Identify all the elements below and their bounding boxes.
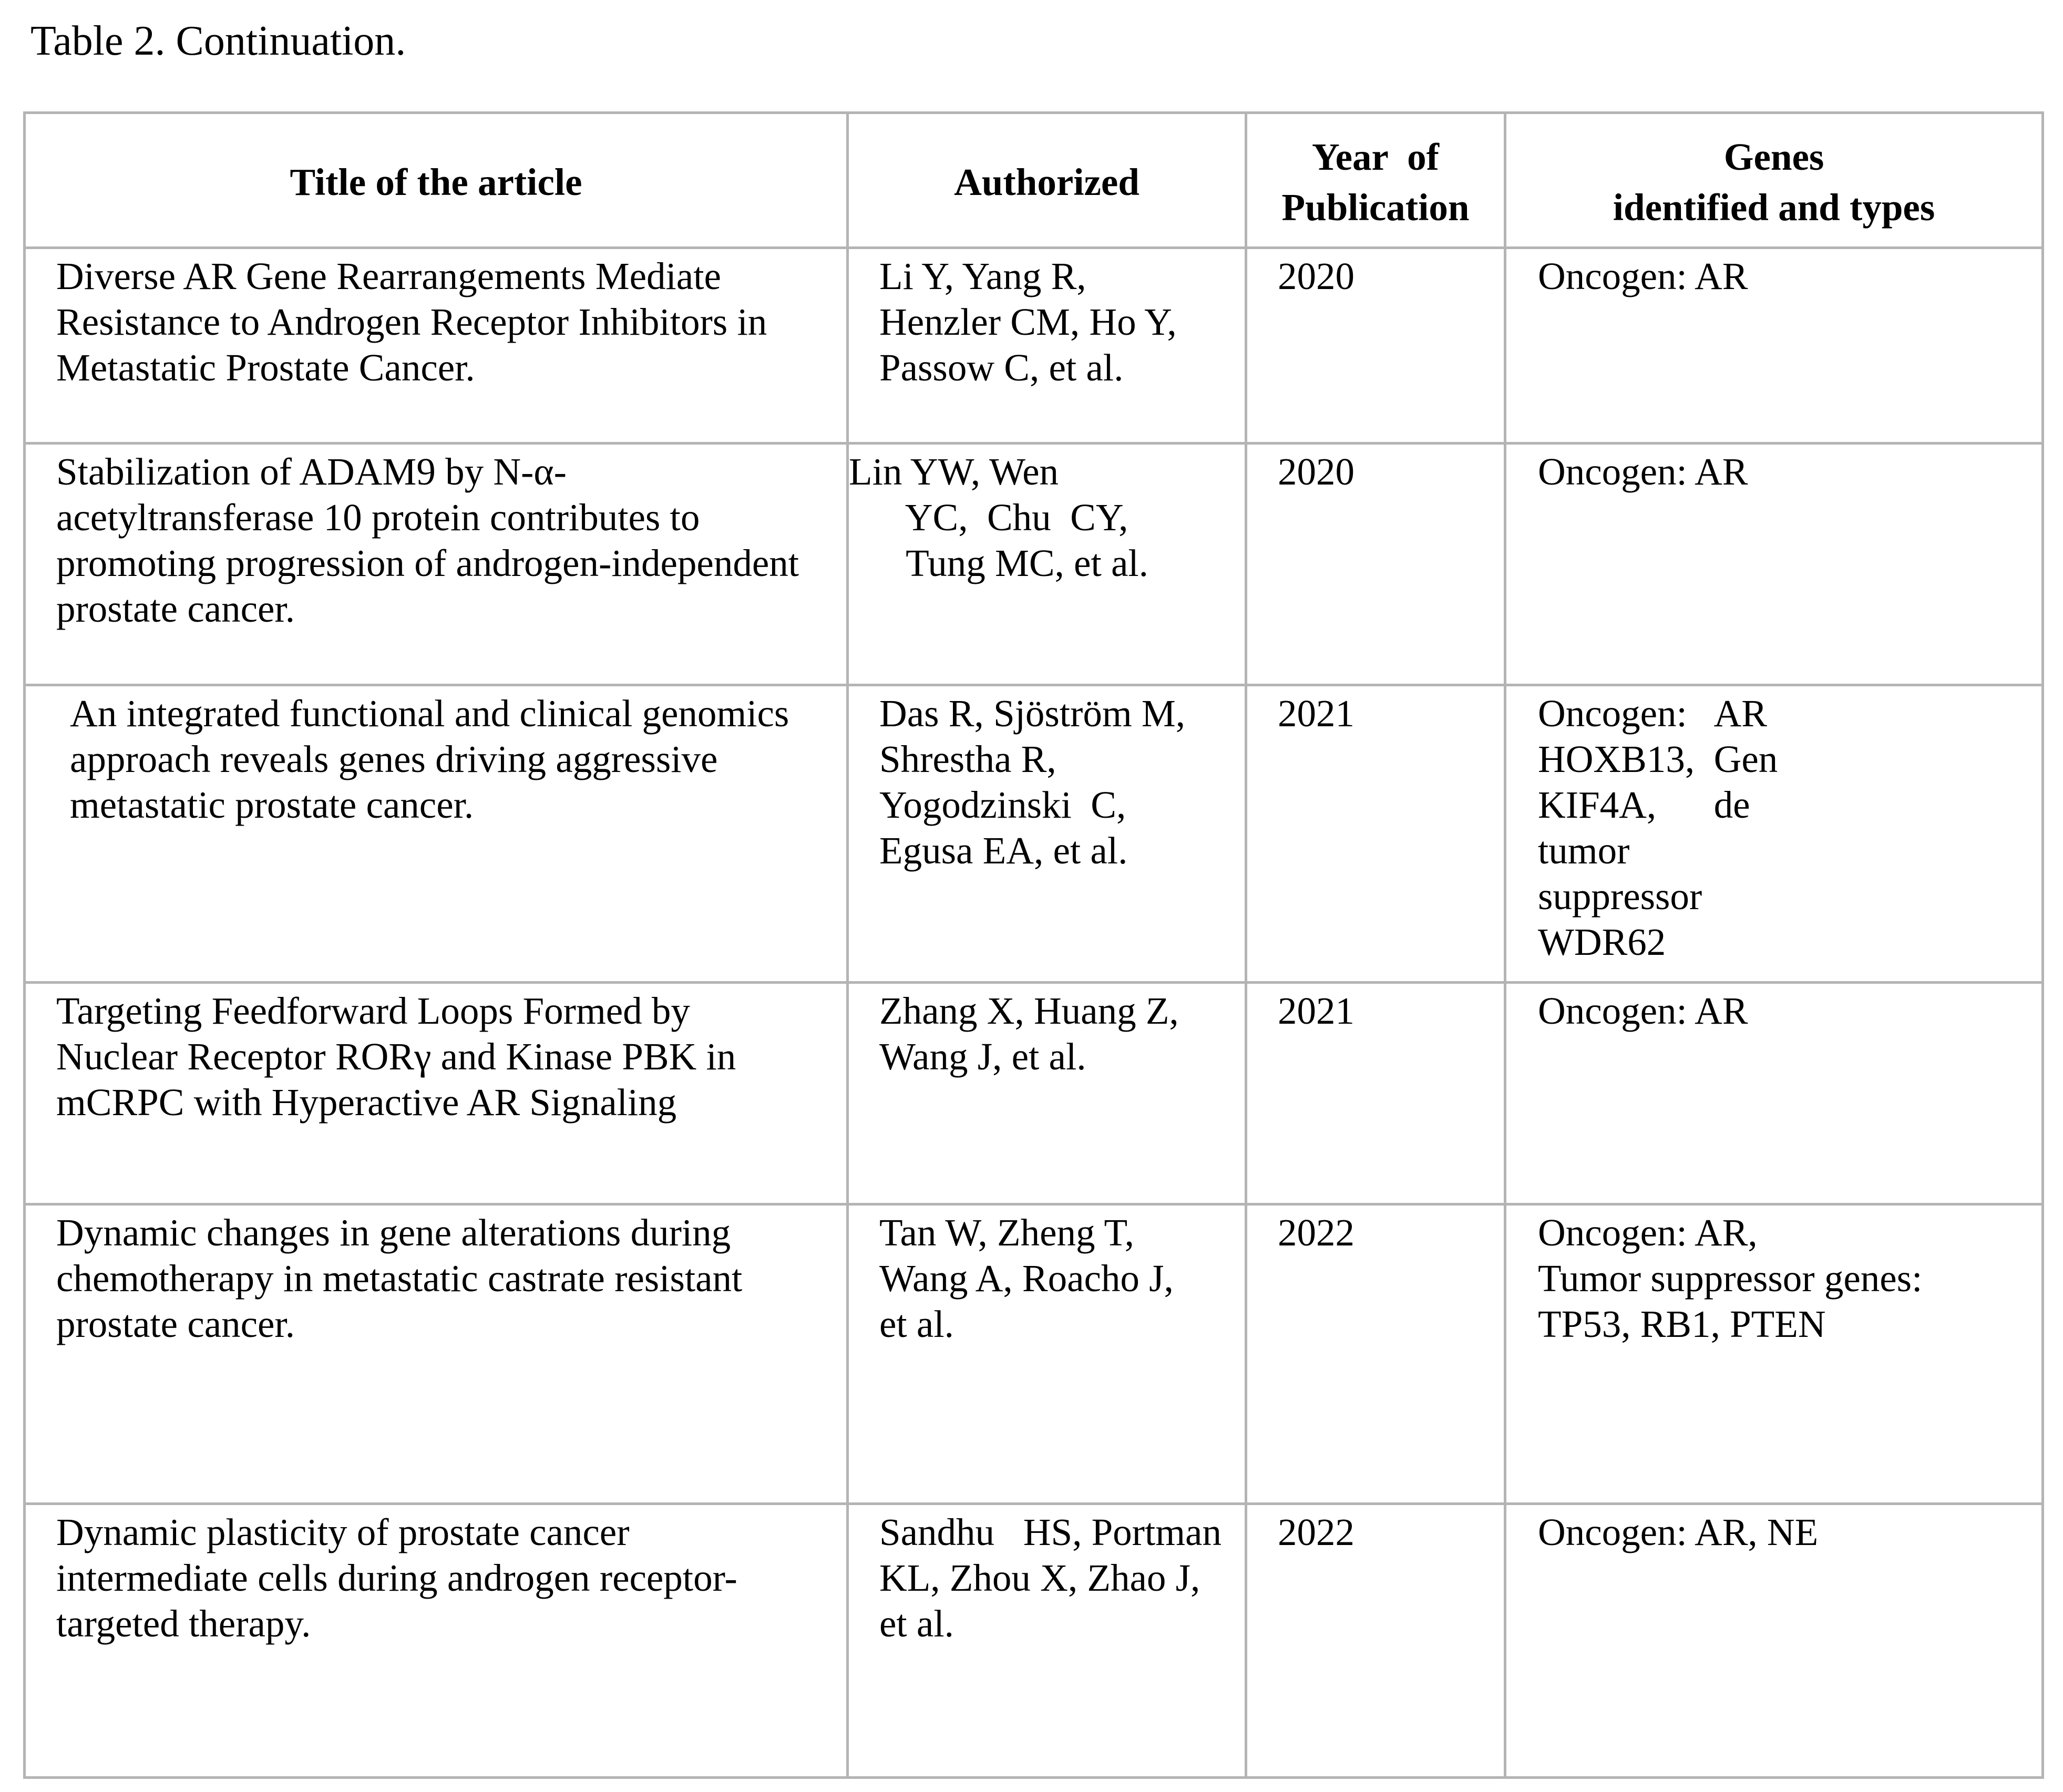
cell-year: 2020 (1246, 248, 1505, 444)
column-header-authors: Authorized (848, 113, 1246, 248)
cell-title: Dynamic plasticity of prostate cancer intermediate cells during androgen receptor- targeted therapy. (25, 1504, 848, 1778)
cell-year: 2022 (1246, 1204, 1505, 1504)
cell-year: 2020 (1246, 444, 1505, 685)
table-header-row (25, 113, 2043, 248)
cell-year: 2021 (1246, 983, 1505, 1204)
cell-title: Diverse AR Gene Rearrangements Mediate Resistance to Androgen Receptor Inhibitors in Metastatic Prostate Cancer. (25, 248, 848, 444)
table-row (25, 248, 2043, 444)
column-header-year: Year of Publication (1246, 113, 1505, 248)
column-header-genes: Genes identified and types (1505, 113, 2043, 248)
cell-genes: Oncogen: AR, NE (1505, 1504, 2043, 1778)
table-row (25, 685, 2043, 983)
table-caption: Table 2. Continuation. (30, 18, 406, 64)
cell-genes: Oncogen: AR, Tumor suppressor genes: TP53, RB1, PTEN (1505, 1204, 2043, 1504)
cell-genes: Oncogen: AR HOXB13, Gen KIF4A, de tumor suppressor WDR62 (1505, 685, 2043, 983)
table-row (25, 1504, 2043, 1778)
table-row (25, 983, 2043, 1204)
cell-genes: Oncogen: AR (1505, 983, 2043, 1204)
cell-genes: Oncogen: AR (1505, 444, 2043, 685)
cell-authors: Li Y, Yang R, Henzler CM, Ho Y, Passow C, et al. (848, 248, 1246, 444)
cell-title: Dynamic changes in gene alterations during chemotherapy in metastatic castrate resistant prostate cancer. (25, 1204, 848, 1504)
table-row (25, 444, 2043, 685)
cell-authors: Tan W, Zheng T, Wang A, Roacho J, et al. (848, 1204, 1246, 1504)
cell-title: Stabilization of ADAM9 by N-α- acetyltransferase 10 protein contributes to promoting progression of androgen-independent prostate cancer. (25, 444, 848, 685)
table-row (25, 1204, 2043, 1504)
cell-year: 2021 (1246, 685, 1505, 983)
column-header-title: Title of the article (25, 113, 848, 248)
cell-genes: Oncogen: AR (1505, 248, 2043, 444)
cell-year: 2022 (1246, 1504, 1505, 1778)
cell-title: Targeting Feedforward Loops Formed by Nuclear Receptor RORγ and Kinase PBK in mCRPC with Hyperactive AR Signaling (25, 983, 848, 1204)
cell-authors: Zhang X, Huang Z, Wang J, et al. (848, 983, 1246, 1204)
cell-authors: Das R, Sjöström M, Shrestha R, Yogodzinski C, Egusa EA, et al. (848, 685, 1246, 983)
cell-authors: Sandhu HS, Portman KL, Zhou X, Zhao J, et al. (848, 1504, 1246, 1778)
cell-authors: Lin YW, Wen YC, Chu CY, Tung MC, et al. (848, 444, 1246, 685)
cell-title: An integrated functional and clinical genomics approach reveals genes driving aggressive metastatic prostate cancer. (25, 685, 848, 983)
articles-table (23, 111, 2044, 1779)
